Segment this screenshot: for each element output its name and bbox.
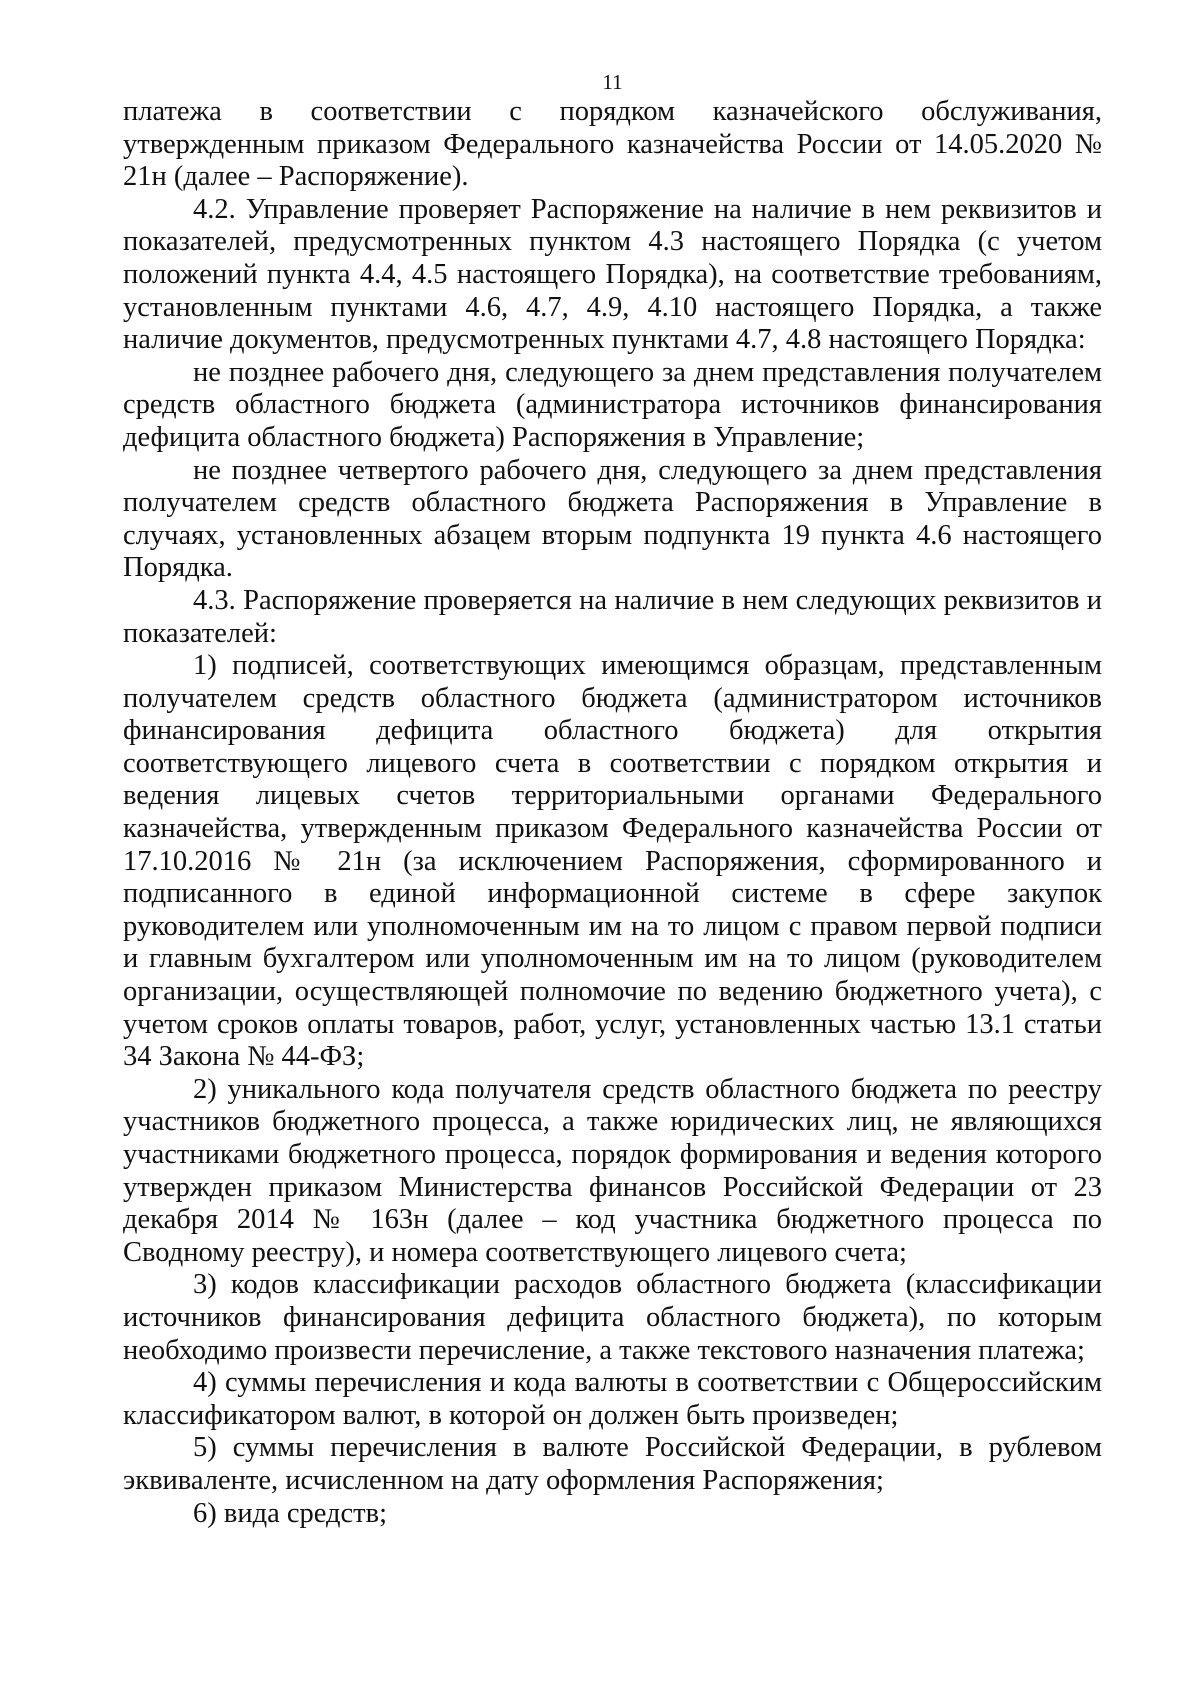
paragraph-item-4-transfer-amount-currency: 4) суммы перечисления и кода валюты в соответствии с Общероссийским классификатором валют, в которой он должен быть произведен; [123,1367,1102,1431]
paragraph-4-2: 4.2. Управление проверяет Распоряжение на наличие в нем реквизитов и показателей, предусмотренных пунктом 4.3 настоящего Порядка (с учетом положений пункта 4.4, 4.5 настоящего Порядка), на соответствие требованиям, установленным пунктами 4.6, 4.7, 4.9, 4.10 настоящего Порядка, а также наличие документов, предусмотренных пунктами 4.7, 4.8 настоящего Порядка: [123,193,1102,356]
page-number: 11 [602,70,623,94]
paragraph-item-5-ruble-equivalent: 5) суммы перечисления в валюте Российской Федерации, в рублевом эквиваленте, исчисленном на дату оформления Распоряжения; [123,1432,1102,1496]
paragraph-item-6-funds-type: 6) вида средств; [193,1497,388,1529]
document-body [123,96,1102,1530]
paragraph-item-1-signatures: 1) подписей, соответствующих имеющимся образцам, представленным получателем средств областного бюджета (администратором источников финансирования дефицита областного бюджета) для открытия соответствующего лицевого счета в соответствии с порядком открытия и ведения лицевых счетов территориальными органами Федерального казначейства, утвержденным приказом Федерального казначейства России от 17.10.2016 № 21н (за исключением Распоряжения, сформированного и подписанного в единой информационной системе в сфере закупок руководителем или уполномоченным им на то лицом с правом первой подписи и главным бухгалтером или уполномоченным им на то лицом (руководителем организации, осуществляющей полномочие по ведению бюджетного учета), с учетом сроков оплаты товаров, работ, услуг, установленных частью 13.1 статьи 34 Закона № 44-ФЗ; [123,650,1102,1073]
paragraph-deadline-fourth-day: не позднее четвертого рабочего дня, следующего за днем представления получателем средств областного бюджета Распоряжения в Управление в случаях, установленных абзацем вторым подпункта 19 пункта 4.6 настоящего Порядка. [123,454,1102,584]
paragraph-4-3: 4.3. Распоряжение проверяется на наличие в нем следующих реквизитов и показателей: [123,584,1102,649]
paragraph-item-3-classification-codes: 3) кодов классификации расходов областного бюджета (классификации источников финансирования дефицита областного бюджета), по которым необходимо произвести перечисление, а также текстового назначения платежа; [123,1269,1102,1366]
paragraph-item-2-unique-code: 2) уникального кода получателя средств областного бюджета по реестру участников бюджетного процесса, а также юридических лиц, не являющихся участниками бюджетного процесса, порядок формирования и ведения которого утвержден приказом Министерства финансов Российской Федерации от 23 декабря 2014 № 163н (далее – код участника бюджетного процесса по Сводному реестру), и номера соответствующего лицевого счета; [123,1073,1102,1268]
paragraph-deadline-first-day: не позднее рабочего дня, следующего за днем представления получателем средств областного бюджета (администратора источников финансирования дефицита областного бюджета) Распоряжения в Управление; [123,356,1102,453]
paragraph-payment-order-intro: платежа в соответствии с порядком казначейского обслуживания, утвержденным приказом Федерального казначейства России от 14.05.2020 № 21н (далее – Распоряжение). [123,96,1102,193]
